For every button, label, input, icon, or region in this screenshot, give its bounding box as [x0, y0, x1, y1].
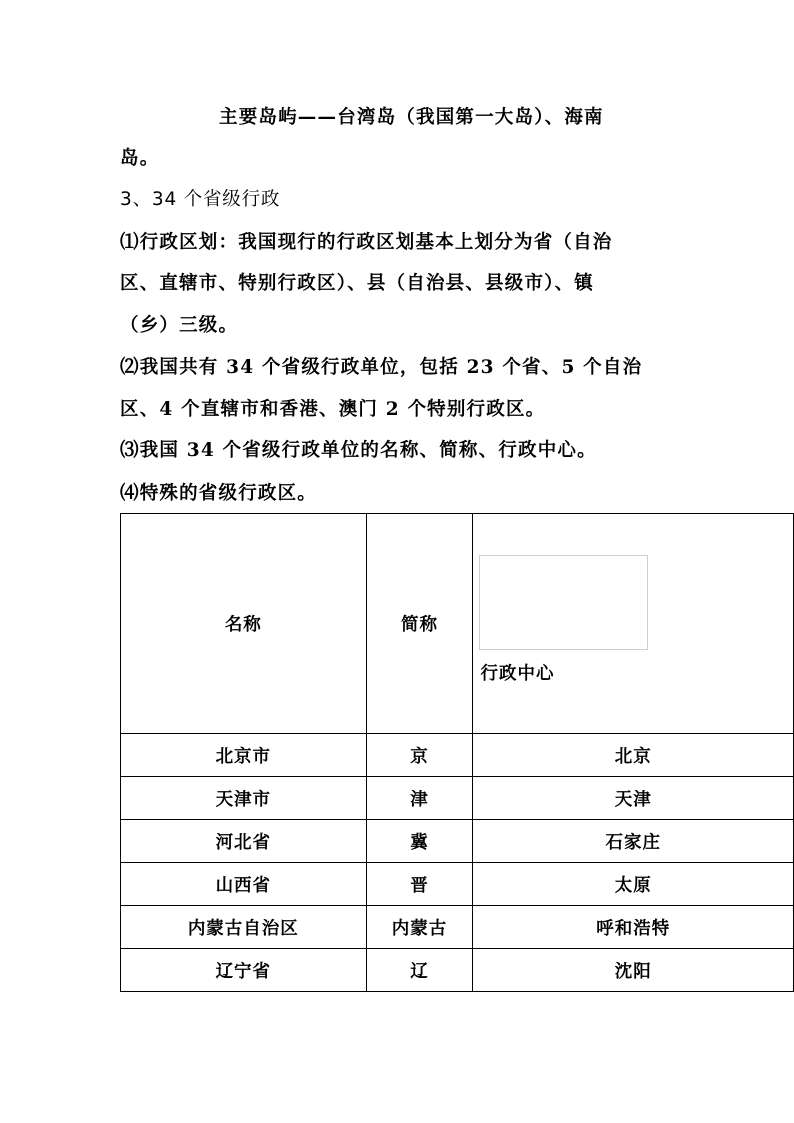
cell-abbr: 晋 — [366, 863, 473, 906]
cell-name: 山西省 — [121, 863, 367, 906]
paragraph-count-1: ⑵我国共有 34 个省级行政单位，包括 23 个省、5 个自治 — [120, 357, 643, 378]
paragraph-count-2: 区、4 个直辖市和香港、澳门 2 个特别行政区。 — [120, 399, 546, 420]
table-header-row — [121, 514, 794, 734]
header-abbr: 简称 — [366, 514, 473, 734]
cell-name: 辽宁省 — [121, 949, 367, 992]
header-center-cell — [473, 514, 794, 734]
paragraph-main-islands: 主要岛屿——台湾岛（我国第一大岛）、海南 — [219, 107, 604, 128]
cell-center: 太原 — [473, 863, 794, 906]
paragraph-special: ⑷特殊的省级行政区。 — [120, 483, 318, 504]
cell-center: 天津 — [473, 777, 794, 820]
cell-name: 天津市 — [121, 777, 367, 820]
cell-center: 石家庄 — [473, 820, 794, 863]
image-placeholder — [479, 555, 648, 650]
table-row — [121, 734, 794, 777]
cell-center: 北京 — [473, 734, 794, 777]
cell-abbr: 辽 — [366, 949, 473, 992]
cell-name: 内蒙古自治区 — [121, 906, 367, 949]
cell-abbr: 冀 — [366, 820, 473, 863]
cell-name: 河北省 — [121, 820, 367, 863]
cell-center: 呼和浩特 — [473, 906, 794, 949]
header-name: 名称 — [121, 514, 367, 734]
cell-center: 沈阳 — [473, 949, 794, 992]
paragraph-division-2: 区、直辖市、特别行政区）、县（自治县、县级市）、镇 — [120, 273, 595, 294]
table-row — [121, 949, 794, 992]
table-row — [121, 863, 794, 906]
paragraph-main-islands-cont: 岛。 — [120, 148, 160, 169]
table-row — [121, 820, 794, 863]
cell-abbr: 津 — [366, 777, 473, 820]
cell-abbr: 内蒙古 — [366, 906, 473, 949]
province-table — [120, 513, 794, 992]
paragraph-names: ⑶我国 34 个省级行政单位的名称、简称、行政中心。 — [120, 440, 597, 461]
table-row — [121, 777, 794, 820]
header-center: 行政中心 — [480, 664, 555, 684]
cell-abbr: 京 — [366, 734, 473, 777]
paragraph-division-1: ⑴行政区划：我国现行的行政区划基本上划分为省（自治 — [120, 232, 613, 253]
section-heading-provinces: 3、34 个省级行政 — [120, 189, 281, 210]
table-row — [121, 906, 794, 949]
cell-name: 北京市 — [121, 734, 367, 777]
paragraph-division-3: （乡）三级。 — [120, 315, 239, 336]
